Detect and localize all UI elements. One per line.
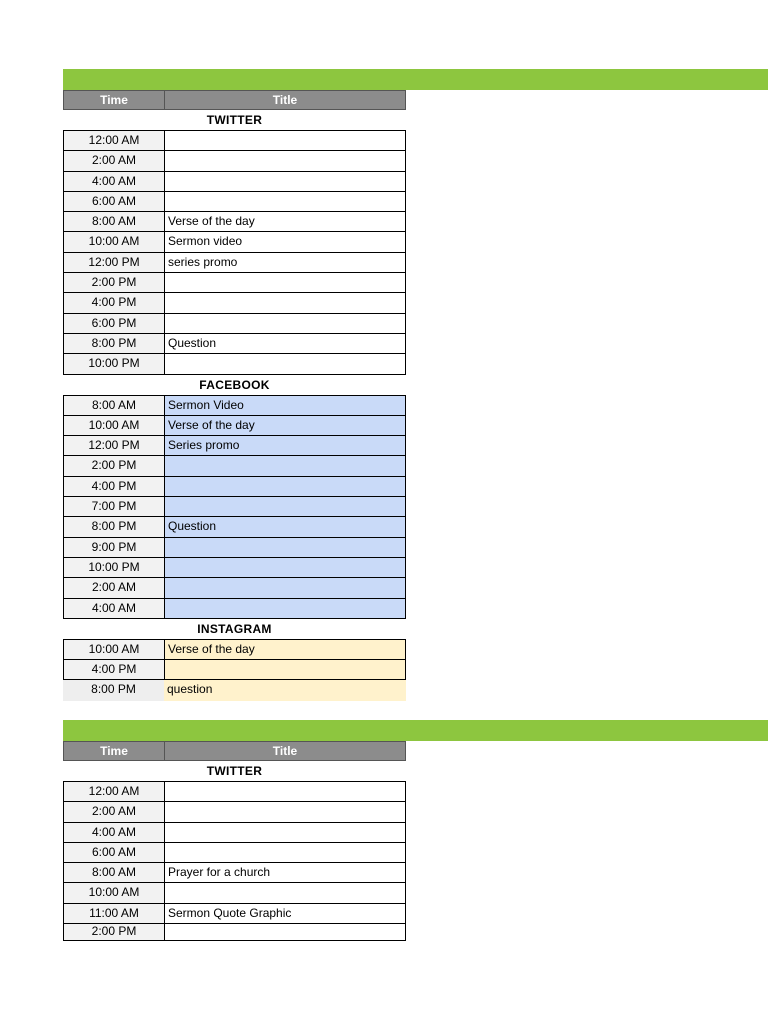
time-cell[interactable]: 2:00 PM [64, 456, 165, 475]
time-cell[interactable]: 2:00 AM [64, 578, 165, 597]
time-cell[interactable]: 4:00 PM [64, 293, 165, 312]
time-cell[interactable]: 8:00 AM [64, 396, 165, 415]
title-cell[interactable]: Question [168, 335, 217, 350]
table-row[interactable] [64, 334, 405, 354]
time-cell[interactable]: 4:00 AM [64, 823, 165, 842]
title-cell[interactable] [165, 599, 405, 618]
title-cell[interactable]: Verse of the day [168, 214, 255, 229]
title-cell[interactable]: Sermon Quote Graphic [168, 905, 292, 920]
title-cell[interactable] [165, 823, 405, 842]
time-cell[interactable]: 10:00 PM [64, 354, 165, 373]
title-cell[interactable]: Prayer for a church [168, 865, 271, 880]
time-cell[interactable]: 10:00 AM [64, 640, 165, 659]
title-cell[interactable]: Verse of the day [165, 640, 405, 659]
time-cell[interactable]: 12:00 PM [64, 253, 165, 272]
time-cell[interactable]: 2:00 AM [64, 802, 165, 821]
table-row[interactable] [64, 924, 405, 941]
schedule-block-2 [63, 741, 406, 941]
time-cell[interactable]: 10:00 AM [64, 232, 165, 251]
table-row[interactable] [64, 477, 405, 497]
column-header-row [63, 90, 406, 110]
time-cell[interactable]: 2:00 PM [64, 273, 165, 292]
table-row[interactable] [64, 192, 405, 212]
title-cell[interactable] [165, 172, 405, 191]
facebook-section-label: FACEBOOK [199, 377, 270, 392]
title-cell[interactable]: series promo [168, 254, 238, 269]
column-header-row [63, 741, 406, 761]
time-cell[interactable]: 12:00 AM [64, 782, 165, 801]
table-row[interactable] [64, 416, 405, 436]
time-column-header: Time [64, 91, 165, 109]
table-row[interactable] [64, 660, 405, 680]
day-header-bar-1 [63, 69, 768, 90]
twitter-table [63, 781, 406, 941]
title-cell[interactable] [165, 843, 405, 862]
title-cell[interactable]: Question [165, 517, 405, 536]
title-cell[interactable] [165, 151, 405, 170]
title-cell[interactable] [165, 131, 405, 150]
instagram-table [63, 639, 406, 681]
title-cell[interactable]: Series promo [165, 436, 405, 455]
title-cell[interactable] [165, 660, 405, 679]
time-cell[interactable]: 7:00 PM [64, 497, 165, 516]
time-cell[interactable]: 6:00 AM [64, 843, 165, 862]
table-row[interactable] [64, 497, 405, 517]
table-row[interactable] [64, 172, 405, 192]
title-cell[interactable] [165, 354, 405, 373]
title-cell[interactable] [165, 293, 405, 312]
table-row[interactable] [64, 640, 405, 660]
title-cell[interactable]: Verse of the day [165, 416, 405, 435]
time-cell[interactable]: 10:00 AM [64, 416, 165, 435]
time-cell[interactable]: 10:00 AM [64, 883, 165, 902]
time-cell[interactable]: 9:00 PM [64, 538, 165, 557]
title-cell[interactable] [165, 497, 405, 516]
facebook-table [63, 395, 406, 619]
time-cell[interactable]: 10:00 PM [64, 558, 165, 577]
time-cell[interactable]: 8:00 PM [64, 334, 165, 353]
instagram-table-tail [63, 680, 406, 700]
title-column-header: Title [272, 744, 298, 758]
time-column-header: Time [64, 742, 165, 760]
time-cell[interactable]: 4:00 AM [64, 599, 165, 618]
time-cell[interactable]: 2:00 PM [64, 924, 165, 940]
time-cell[interactable]: 12:00 AM [64, 131, 165, 150]
time-cell[interactable]: 2:00 AM [64, 151, 165, 170]
table-row[interactable] [64, 232, 405, 252]
time-cell[interactable]: 4:00 PM [64, 660, 165, 679]
title-cell[interactable] [165, 578, 405, 597]
table-row[interactable] [64, 354, 405, 374]
table-row[interactable] [64, 558, 405, 578]
title-cell[interactable] [165, 782, 405, 801]
title-cell[interactable] [165, 883, 405, 902]
title-cell[interactable]: question [164, 680, 406, 700]
table-row[interactable] [64, 517, 405, 537]
table-row[interactable] [64, 314, 405, 334]
time-cell[interactable]: 6:00 PM [64, 314, 165, 333]
title-cell[interactable] [165, 273, 405, 292]
time-cell[interactable]: 8:00 PM [63, 680, 164, 700]
table-row[interactable] [64, 802, 405, 822]
schedule-block-1 [63, 90, 406, 701]
twitter-section-label: TWITTER [206, 764, 263, 778]
time-cell[interactable]: 11:00 AM [64, 904, 165, 923]
time-cell[interactable]: 4:00 PM [64, 477, 165, 496]
title-cell[interactable] [165, 802, 405, 821]
title-cell[interactable]: Sermon video [168, 234, 243, 249]
title-cell[interactable] [165, 558, 405, 577]
twitter-section-label: TWITTER [206, 113, 263, 127]
time-cell[interactable]: 12:00 PM [64, 436, 165, 455]
table-row[interactable] [64, 823, 405, 843]
table-row[interactable] [64, 273, 405, 293]
table-row[interactable] [64, 863, 405, 883]
table-row[interactable] [64, 253, 405, 273]
table-row[interactable] [64, 538, 405, 558]
title-cell[interactable] [165, 538, 405, 557]
table-row[interactable] [64, 212, 405, 232]
table-row[interactable] [64, 599, 405, 619]
table-row[interactable] [63, 680, 406, 700]
table-row[interactable] [64, 436, 405, 456]
table-row[interactable] [64, 843, 405, 863]
title-cell[interactable] [165, 477, 405, 496]
table-row[interactable] [64, 293, 405, 313]
title-cell[interactable] [165, 192, 405, 211]
time-cell[interactable]: 6:00 AM [64, 192, 165, 211]
title-cell[interactable] [165, 456, 405, 475]
table-row[interactable] [64, 578, 405, 598]
title-cell[interactable]: Sermon Video [165, 396, 405, 415]
title-cell[interactable] [165, 924, 405, 940]
twitter-table [63, 130, 406, 375]
time-cell[interactable]: 8:00 AM [64, 212, 165, 231]
table-row[interactable] [64, 456, 405, 476]
instagram-section-label: INSTAGRAM [197, 621, 272, 636]
table-row[interactable] [64, 131, 405, 151]
table-row[interactable] [64, 396, 405, 416]
title-cell[interactable] [165, 314, 405, 333]
time-cell[interactable]: 8:00 AM [64, 863, 165, 882]
time-cell[interactable]: 4:00 AM [64, 172, 165, 191]
table-row[interactable] [64, 883, 405, 903]
table-row[interactable] [64, 904, 405, 924]
title-column-header: Title [272, 93, 298, 107]
time-cell[interactable]: 8:00 PM [64, 517, 165, 536]
table-row[interactable] [64, 782, 405, 802]
table-row[interactable] [64, 151, 405, 171]
day-header-bar-2 [63, 720, 768, 741]
